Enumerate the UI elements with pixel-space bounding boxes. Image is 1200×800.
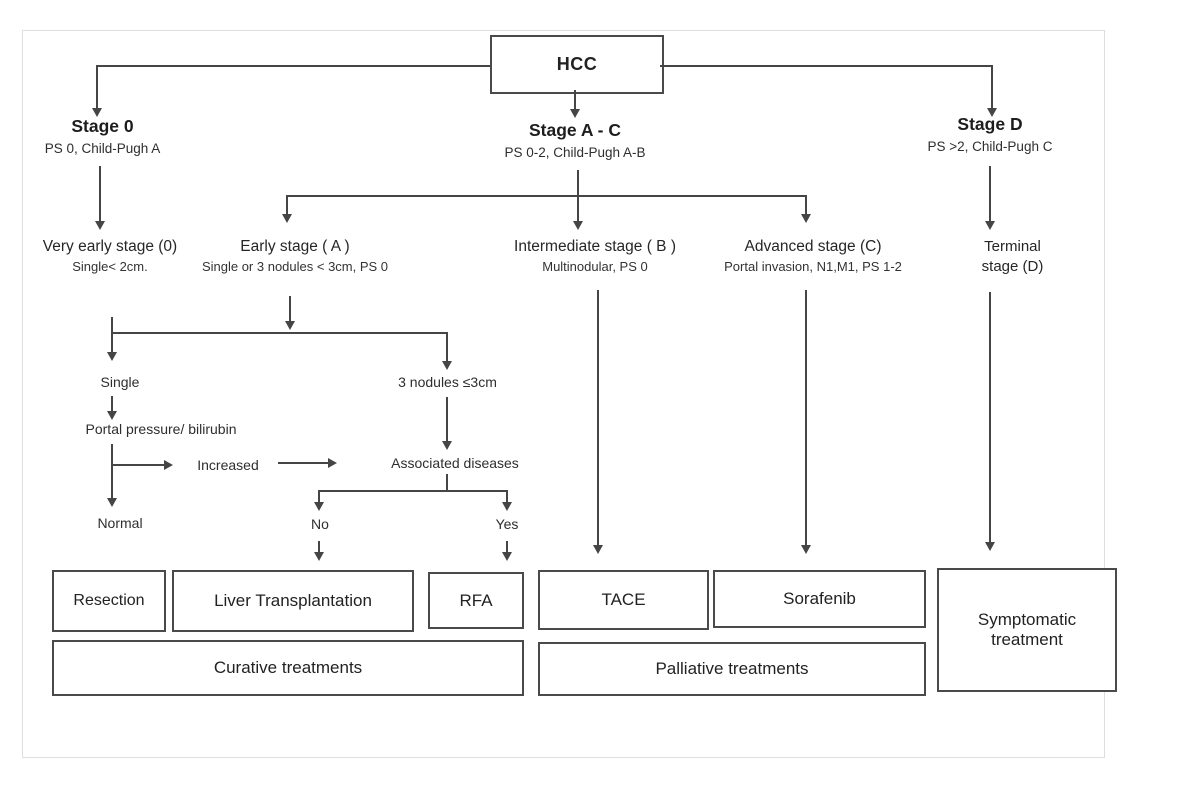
substage-early-title: Early stage ( A ) bbox=[240, 238, 350, 255]
connector-stageac-drop bbox=[574, 90, 576, 110]
arrowhead-yes bbox=[502, 502, 512, 511]
connector-early-split bbox=[111, 332, 448, 334]
arrowhead-no bbox=[314, 502, 324, 511]
label-normal: Normal bbox=[97, 515, 143, 531]
connector-terminal-to-symptomatic bbox=[989, 292, 991, 543]
substage-very-early-criteria: Single< 2cm. bbox=[72, 259, 148, 274]
arrowhead-rfa bbox=[502, 552, 512, 561]
connector-stage0-to-veryearly bbox=[99, 166, 101, 222]
treatment-rfa-label: RFA bbox=[459, 590, 493, 610]
substage-intermediate-criteria: Multinodular, PS 0 bbox=[542, 259, 648, 274]
substage-terminal-title: Terminal bbox=[984, 238, 1041, 255]
treatment-sorafenib bbox=[713, 570, 926, 628]
connector-staged-to-terminal bbox=[989, 166, 991, 222]
substage-advanced-title: Advanced stage (C) bbox=[744, 238, 882, 255]
arrowhead-single bbox=[107, 352, 117, 361]
connector-increased-to-associated bbox=[278, 462, 330, 464]
substage-early-criteria: Single or 3 nodules < 3cm, PS 0 bbox=[201, 259, 389, 274]
substage-terminal-title-line2: stage (D) bbox=[981, 258, 1044, 275]
treatment-sorafenib-label: Sorafenib bbox=[783, 589, 856, 609]
treatment-resection-label: Resection bbox=[73, 591, 145, 609]
arrowhead-terminal bbox=[985, 221, 995, 230]
connector-portal-to-increased bbox=[111, 464, 166, 466]
arrowhead-intermediate bbox=[573, 221, 583, 230]
connector-branch-early bbox=[286, 195, 288, 215]
connector-nodules-to-associated bbox=[446, 397, 448, 442]
substage-early bbox=[155, 238, 435, 274]
arrowhead-transplant bbox=[314, 552, 324, 561]
group-curative-label: Curative treatments bbox=[213, 658, 363, 678]
group-curative-treatments bbox=[52, 640, 524, 696]
arrowhead-increased bbox=[164, 460, 173, 470]
arrowhead-early-split bbox=[285, 321, 295, 330]
treatment-resection bbox=[52, 570, 166, 632]
connector-single-to-portal bbox=[111, 396, 113, 412]
node-hcc bbox=[490, 35, 664, 94]
arrowhead-early bbox=[282, 214, 292, 223]
connector-staged-drop bbox=[991, 65, 993, 109]
stage-0-header bbox=[5, 116, 200, 156]
connector-early-drop bbox=[289, 296, 291, 322]
treatment-rfa bbox=[428, 572, 524, 629]
connector-portal-to-normal bbox=[111, 444, 113, 499]
substage-terminal bbox=[945, 238, 1080, 275]
substage-intermediate-title: Intermediate stage ( B ) bbox=[514, 238, 676, 255]
connector-intermediate-to-tace bbox=[597, 290, 599, 546]
arrowhead-sorafenib bbox=[801, 545, 811, 554]
connector-ac-branch bbox=[287, 195, 807, 197]
treatment-liver-transplantation bbox=[172, 570, 414, 632]
substage-advanced-criteria: Portal invasion, N1,M1, PS 1-2 bbox=[724, 259, 902, 274]
substage-very-early-title: Very early stage (0) bbox=[42, 238, 178, 255]
label-associated-diseases: Associated diseases bbox=[391, 455, 519, 471]
stage-ac-title: Stage A - C bbox=[528, 120, 622, 140]
treatment-liver-transplantation-label: Liver Transplantation bbox=[214, 591, 372, 611]
arrowhead-advanced bbox=[801, 214, 811, 223]
label-three-nodules: 3 nodules ≤3cm bbox=[398, 374, 497, 390]
treatment-symptomatic-label: Symptomatic treatment bbox=[977, 610, 1077, 649]
connector-noyes-split bbox=[318, 490, 508, 492]
stage-d-header bbox=[880, 114, 1100, 154]
connector-associated-drop bbox=[446, 474, 448, 491]
arrowhead-associated-left bbox=[328, 458, 337, 468]
treatment-tace-label: TACE bbox=[601, 590, 646, 610]
connector-hcc-to-staged bbox=[660, 65, 992, 67]
connector-stage0-drop bbox=[96, 65, 98, 109]
connector-hcc-to-stage0 bbox=[96, 65, 490, 67]
stage-0-title: Stage 0 bbox=[71, 116, 134, 136]
arrowhead-tace bbox=[593, 545, 603, 554]
label-increased: Increased bbox=[197, 457, 259, 473]
connector-branch-advanced bbox=[805, 195, 807, 215]
arrowhead-associated-top bbox=[442, 441, 452, 450]
arrowhead-veryearly bbox=[95, 221, 105, 230]
arrowhead-symptomatic bbox=[985, 542, 995, 551]
arrowhead-stageac bbox=[570, 109, 580, 118]
treatment-tace bbox=[538, 570, 709, 630]
label-no: No bbox=[311, 516, 329, 532]
substage-advanced bbox=[668, 238, 958, 274]
label-single: Single bbox=[100, 374, 140, 390]
connector-advanced-to-sorafenib bbox=[805, 290, 807, 546]
arrowhead-nodules bbox=[442, 361, 452, 370]
stage-d-title: Stage D bbox=[957, 114, 1023, 134]
stage-d-criteria: PS >2, Child-Pugh C bbox=[927, 139, 1053, 154]
arrowhead-normal bbox=[107, 498, 117, 507]
group-palliative-label: Palliative treatments bbox=[655, 659, 809, 679]
treatment-symptomatic bbox=[937, 568, 1117, 692]
connector-to-nodules bbox=[446, 332, 448, 362]
label-portal-pressure: Portal pressure/ bilirubin bbox=[85, 421, 237, 437]
node-hcc-label: HCC bbox=[556, 54, 598, 75]
connector-to-single bbox=[111, 317, 113, 353]
label-yes: Yes bbox=[495, 516, 519, 532]
stage-ac-header bbox=[465, 120, 685, 160]
group-palliative-treatments bbox=[538, 642, 926, 696]
stage-ac-criteria: PS 0-2, Child-Pugh A-B bbox=[504, 145, 646, 160]
arrowhead-portal bbox=[107, 411, 117, 420]
stage-0-criteria: PS 0, Child-Pugh A bbox=[44, 141, 161, 156]
